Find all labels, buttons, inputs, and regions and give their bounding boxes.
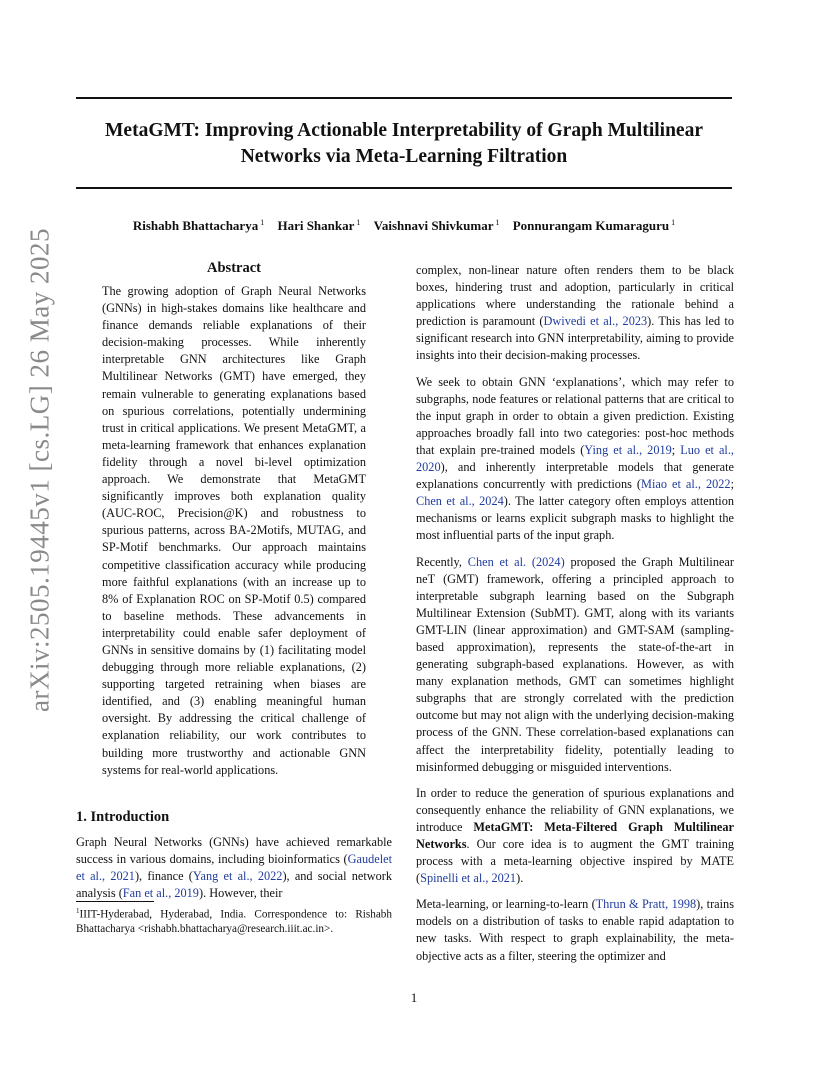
citation-link[interactable]: Dwivedi et al., 2023 xyxy=(543,314,648,329)
author: Rishabh Bhattacharya $^1$ xyxy=(132,218,265,233)
intro-paragraph-1: Graph Neural Networks (GNNs) have achieved remarkable success in various domains, including bioinformatics (Gaudelet et al., 2021), finance (Yang et al., 2022), and social network analysis (Fan et al., 2019). However, their xyxy=(76,834,393,900)
footnote-rule xyxy=(76,901,154,902)
abstract-text: The growing adoption of Graph Neural Networks (GNNs) in high-stakes domains like healthcare and finance demands reliable explanations of their decision-making processes. While inherently interpretable GNN architectures like Graph Multilinear Networks (GMT) have emerged, they remain vulnerable to generating explanations based on spurious correlations, potentially undermining trust in critical applications. We present MetaGMT, a meta-learning framework that enhances explanation fidelity through a novel bi-level optimization approach. We demonstrate that MetaGMT significantly improves both explanation quality (AUC-ROC, Precision@K) and robustness to spurious patterns, across BA-2Motifs, MUTAG, and SP-Motif benchmarks. Our approach maintains competitive classification accuracy while producing more faithful explanations (with an increase up to 8% of Explanation ROC on SP-Motif 0.5) compared to baseline methods. These advancements in interpretability could enable safer deployment of GNNs in sensitive domains by (1) facilitating model debugging through more reliable explanations, (2) supporting targeted retraining when biases are identified, and (3) enabling meaningful human oversight. By addressing the critical challenge of explanation reliability, our work contributes to building more trustworthy and actionable GNN systems for real-world applications. xyxy=(102,284,366,777)
intro-paragraph-4: Recently, Chen et al. (2024) proposed the Graph Multilinear neT (GMT) framework, offering a principled approach to interpretable subgraph learning based on the Subgraph Multilinear Extension (SubMT). GMT, along with its variants GMT-LIN (linear approximation) and GMT-SAM (sampling-based approximation), represents the state-of-the-art in generating subgraph-based explanations. However, as with many explanation methods, GMT can sometimes highlight subgraphs that are strongly correlated with the prediction outcome but may not align with the underlying decision-making process of the GNN. These correlation-based explanations can affect the interpretability fidelity, potentially leading to misinformed debugging or misguided interventions. xyxy=(416,554,734,774)
title-top-rule xyxy=(76,97,732,99)
author: Vaishnavi Shivkumar $^1$ xyxy=(373,218,500,233)
citation-link[interactable]: Chen et al. (2024) xyxy=(467,554,565,569)
paper-title xyxy=(76,118,732,170)
intro-paragraph-3: We seek to obtain GNN ‘explanations’, which may refer to subgraphs, node features or relational patterns that are critical to the input graph in order to obtain a given prediction. Existing approaches broadly fall into two categories: post-hoc methods that explain pre-trained models (Ying et al., 2019; Luo et al., 2020), and inherently interpretable models that generate explanations concurrently with predictions (Miao et al., 2022; Chen et al., 2024). The latter category often employs attention mechanisms or learns explicit subgraph masks to highlight the most influential parts of the input graph. xyxy=(416,374,735,543)
arxiv-stamp: arXiv:2505.19445v1 [cs.LG] 26 May 2025 xyxy=(24,228,55,712)
title-line-1: MetaGMT: Improving Actionable Interpretability of Graph Multilinear xyxy=(105,120,703,141)
citation-link[interactable]: Fan et al., 2019 xyxy=(122,886,199,900)
citation-link[interactable]: Chen et al., 2024 xyxy=(416,494,504,509)
title-bottom-rule xyxy=(76,187,732,189)
left-column xyxy=(76,260,392,911)
title-line-2: Networks via Meta-Learning Filtration xyxy=(240,146,568,167)
citation-link[interactable]: Gaudelet et al., 2021 xyxy=(76,851,392,883)
author-list xyxy=(76,214,732,235)
citation-link[interactable]: Yang et al., 2022 xyxy=(192,868,283,883)
right-column xyxy=(416,262,734,974)
intro-paragraph-5: In order to reduce the generation of spurious explanations and consequently enhance the reliability of GNN explanations, we introduce MetaGMT: Meta-Filtered Graph Multilinear Networks. Our core idea is to augment the GMT training process with a meta-learning objective inspired by MATE (Spinelli et al., 2021). xyxy=(416,785,734,886)
intro-paragraph-6: Meta-learning, or learning-to-learn (Thrun & Pratt, 1998), trains models on a distribution of tasks to enable rapid adaptation to new tasks. With respect to graph explainability, the meta-objective acts as a filter, steering the optimizer and xyxy=(416,897,734,963)
citation-link[interactable]: Ying et al., 2019 xyxy=(584,442,672,457)
abstract-heading: Abstract xyxy=(207,260,261,276)
citation-link[interactable]: Luo et al., 2020 xyxy=(416,442,734,475)
author: Ponnurangam Kumaraguru $^1$ xyxy=(512,218,676,233)
affiliation-footnote: $^1$IIIT-Hyderabad, Hyderabad, India. Correspondence to: Rishabh Bhattacharya <rishabh.bhattacharya@research.iiit.ac.in>. xyxy=(76,907,392,935)
method-name: MetaGMT: Meta-Filtered Graph Multilinear Networks xyxy=(416,819,734,851)
author: Hari Shankar $^1$ xyxy=(277,218,361,233)
citation-link[interactable]: Miao et al., 2022 xyxy=(641,477,731,492)
page-number: 1 xyxy=(410,990,418,1005)
intro-paragraph-2: complex, non-linear nature often renders them to be black boxes, hindering trust and adoption, particularly in critical applications where understanding the rationale behind a prediction is paramount (Dwivedi et al., 2023). This has led to significant research into GNN interpretability, aiming to provide insights into their decision-making processes. xyxy=(416,263,734,363)
introduction-heading: 1. Introduction xyxy=(76,808,170,825)
citation-link[interactable]: Spinelli et al., 2021 xyxy=(420,871,517,886)
citation-link[interactable]: Thrun & Pratt, 1998 xyxy=(595,897,697,912)
